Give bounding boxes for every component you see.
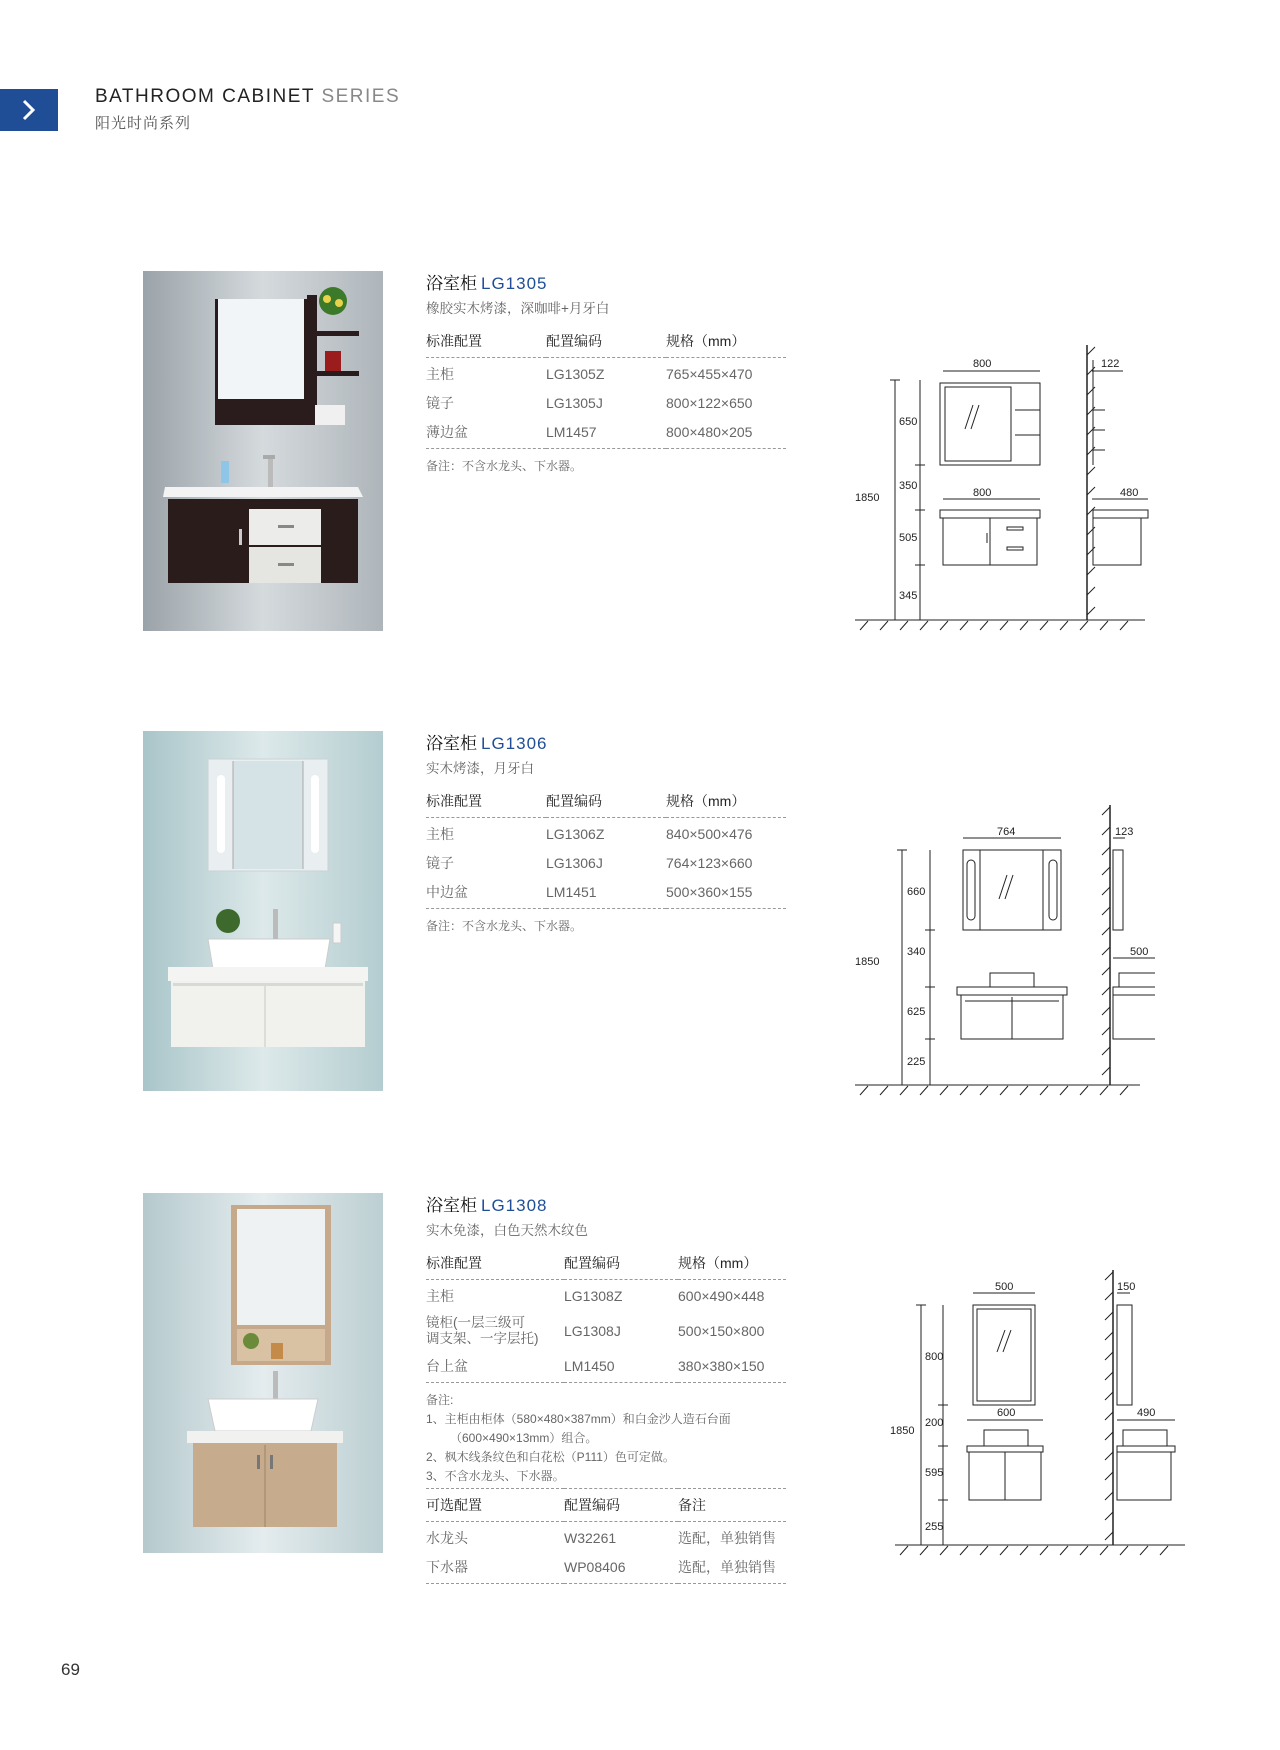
dim-floor-height: 345 — [899, 590, 918, 602]
page-number: 69 — [61, 1660, 80, 1679]
dimension-drawing-lg1305 — [855, 345, 1155, 635]
dim-floor-height: 255 — [925, 1521, 944, 1533]
product-note: 备注：不含水龙头、下水器。 — [426, 919, 583, 933]
product-photo-lg1306 — [143, 731, 383, 1091]
product-title: 浴室柜 LG1305 — [426, 274, 548, 293]
dim-gap-height: 200 — [925, 1417, 944, 1429]
page-subtitle: 阳光时尚系列 — [95, 115, 192, 132]
spec-table: 标准配置 配置编码 规格（mm） 主柜 LG1305Z 765×455×470 镜子 LG1305J 800×122×650 薄边盆 LM1457 800×480×205 — [426, 325, 786, 449]
table-row: 下水器 WP08406 选配，单独销售 — [426, 1551, 786, 1584]
dim-depth-bottom: 500 — [1130, 946, 1149, 958]
table-row: 主柜 LG1305Z 765×455×470 — [426, 366, 753, 382]
dimension-drawing-lg1306 — [855, 805, 1155, 1100]
dim-width-top: 764 — [997, 826, 1016, 838]
spec-table: 标准配置 配置编码 规格（mm） 主柜 LG1308Z 600×490×448 镜柜(一层三级可 调支架、一字层托) LG1308J 500×150×800 台上盆 LM1450 380×380×150 — [426, 1247, 786, 1383]
product-description: 橡胶实木烤漆，深咖啡+月牙白 — [426, 301, 610, 316]
page-title: BATHROOM CABINET SERIES — [95, 86, 401, 107]
dim-width-bottom: 600 — [997, 1407, 1016, 1419]
product-description: 实木烤漆，月牙白 — [426, 761, 534, 776]
dim-total-height: 1850 — [855, 956, 880, 968]
dim-width-top: 800 — [973, 358, 992, 370]
table-row: 薄边盆 LM1457 800×480×205 — [426, 416, 786, 449]
dim-width-top: 500 — [995, 1281, 1014, 1293]
product-info-lg1306 — [426, 729, 786, 936]
product-title: 浴室柜 LG1308 — [426, 1196, 548, 1215]
dim-cabinet-height: 595 — [925, 1467, 944, 1479]
table-row: 中边盆 LM1451 500×360×155 — [426, 876, 786, 909]
table-row: 水龙头 W32261 选配，单独销售 — [426, 1530, 776, 1546]
dim-total-height: 1850 — [890, 1425, 915, 1437]
product-note: 备注：不含水龙头、下水器。 — [426, 459, 583, 473]
table-row: 镜柜(一层三级可 调支架、一字层托) LG1308J 500×150×800 — [426, 1315, 765, 1346]
product-note: 备注: 1、主柜由柜体（580×480×387mm）和白金沙人造石台面 （600×490×13mm）组合。 2、枫木线条纹色和白花松（P111）色可定做。 3、不含水龙头、下水器。 — [426, 1393, 731, 1483]
chevron-right-icon — [22, 99, 36, 121]
dim-cabinet-height: 505 — [899, 532, 918, 544]
product-description: 实木免漆，白色天然木纹色 — [426, 1223, 588, 1238]
dim-depth-top: 123 — [1115, 826, 1134, 838]
table-row: 台上盆 LM1450 380×380×150 — [426, 1350, 786, 1383]
dim-floor-height: 225 — [907, 1056, 926, 1068]
spec-table: 标准配置 配置编码 规格（mm） 主柜 LG1306Z 840×500×476 镜子 LG1306J 764×123×660 中边盆 LM1451 500×360×155 — [426, 785, 786, 909]
product-info-lg1308 — [426, 1191, 786, 1584]
table-row: 镜子 LG1305J 800×122×650 — [426, 395, 753, 411]
dim-width-bottom: 800 — [973, 487, 992, 499]
dim-depth-top: 150 — [1117, 1281, 1136, 1293]
product-photo-lg1305 — [143, 271, 383, 631]
dimension-drawing-lg1308 — [885, 1270, 1185, 1565]
dim-cabinet-height: 625 — [907, 1006, 926, 1018]
dim-depth-top: 122 — [1101, 358, 1120, 370]
dim-gap-height: 340 — [907, 946, 926, 958]
product-title: 浴室柜 LG1306 — [426, 734, 548, 753]
dim-mirror-height: 800 — [925, 1351, 944, 1363]
dim-depth-bottom: 480 — [1120, 487, 1139, 499]
table-row: 主柜 LG1306Z 840×500×476 — [426, 826, 753, 842]
dim-mirror-height: 650 — [899, 416, 918, 428]
dim-gap-height: 350 — [899, 480, 918, 492]
dim-mirror-height: 660 — [907, 886, 926, 898]
table-row: 主柜 LG1308Z 600×490×448 — [426, 1288, 765, 1304]
section-tab — [0, 89, 58, 131]
dim-total-height: 1850 — [855, 492, 880, 504]
table-row: 镜子 LG1306J 764×123×660 — [426, 855, 753, 871]
product-info-lg1305 — [426, 269, 786, 476]
product-photo-lg1308 — [143, 1193, 383, 1553]
optional-table: 可选配置 配置编码 备注 水龙头 W32261 选配，单独销售 下水器 WP08406 选配，单独销售 — [426, 1488, 786, 1584]
dim-depth-bottom: 490 — [1137, 1407, 1156, 1419]
